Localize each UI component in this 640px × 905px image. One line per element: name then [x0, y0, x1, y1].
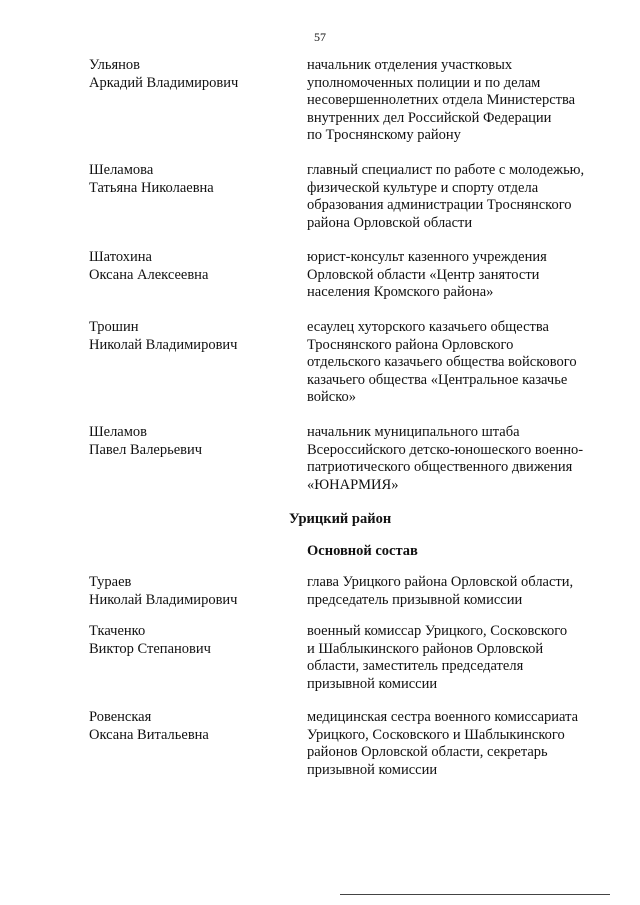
position-line: призывной комиссии — [307, 761, 438, 778]
member-given-names: Оксана Витальевна — [89, 726, 209, 743]
member-surname: Ульянов — [89, 57, 141, 73]
member-given-names: Виктор Степанович — [89, 640, 211, 657]
member-given-names: Николай Владимирович — [89, 591, 238, 608]
position-line: начальник муниципального штаба — [307, 424, 520, 440]
member-name — [89, 574, 304, 609]
position-line: районов Орловской области, секретарь — [307, 744, 548, 760]
member-surname: Шеламова — [89, 162, 154, 178]
member-given-names: Аркадий Владимирович — [89, 74, 239, 91]
position-line: казачьего общества «Центральное казачье — [307, 371, 568, 388]
position-line: войско» — [307, 389, 357, 405]
position-line: военный комиссар Урицкого, Сосковского — [307, 623, 568, 639]
position-line: главный специалист по работе с молодежью, — [307, 162, 585, 178]
section-heading: Основной состав — [307, 543, 418, 559]
member-surname: Трошин — [89, 319, 139, 335]
position-line: председатель призывной комиссии — [307, 591, 523, 608]
member-position — [307, 249, 607, 302]
position-line: Троснянского района Орловского — [307, 336, 514, 353]
member-given-names: Николай Владимирович — [89, 336, 238, 353]
member-given-names: Оксана Алексеевна — [89, 266, 209, 283]
member-surname: Шатохина — [89, 249, 152, 265]
member-surname: Тураев — [89, 574, 132, 590]
position-line: по Троснянскому району — [307, 127, 461, 143]
footer-rule — [340, 894, 610, 895]
member-name — [89, 623, 304, 658]
member-given-names: Павел Валерьевич — [89, 441, 203, 458]
member-position — [307, 623, 607, 693]
position-line: начальник отделения участковых — [307, 57, 513, 73]
position-line: Урицкого, Сосковского и Шаблыкинского — [307, 726, 565, 743]
position-line: населения Кромского района» — [307, 284, 494, 300]
member-name — [89, 57, 304, 92]
member-surname: Ткаченко — [89, 623, 146, 639]
position-line: Всероссийского детско-юношеского военно- — [307, 441, 584, 458]
member-name — [89, 709, 304, 744]
member-surname: Шеламов — [89, 424, 148, 440]
page-number: 57 — [314, 30, 326, 44]
member-position — [307, 319, 607, 407]
position-line: есаулец хуторского казачьего общества — [307, 319, 549, 335]
position-line: внутренних дел Российской Федерации — [307, 109, 552, 126]
position-line: физической культуре и спорту отдела — [307, 179, 539, 196]
member-position — [307, 57, 607, 145]
member-name — [89, 319, 304, 354]
position-line: «ЮНАРМИЯ» — [307, 476, 399, 493]
position-line: юрист-консульт казенного учреждения — [307, 249, 547, 265]
position-line: уполномоченных полиции и по делам — [307, 74, 541, 91]
position-line: района Орловской области — [307, 214, 473, 231]
position-line: Орловской области «Центр занятости — [307, 266, 540, 283]
member-position — [307, 574, 607, 609]
position-line: отдельского казачьего общества войскового — [307, 354, 577, 370]
position-line: медицинская сестра военного комиссариата — [307, 709, 579, 725]
position-line: несовершеннолетних отдела Министерства — [307, 92, 576, 108]
position-line: образования администрации Троснянского — [307, 197, 572, 213]
position-line: патриотического общественного движения — [307, 459, 573, 475]
member-position — [307, 709, 607, 779]
member-position — [307, 162, 607, 232]
member-name — [89, 162, 304, 197]
member-surname: Ровенская — [89, 709, 152, 725]
position-line: призывной комиссии — [307, 675, 438, 692]
member-name — [89, 424, 304, 459]
position-line: глава Урицкого района Орловской области, — [307, 574, 574, 590]
district-heading: Урицкий район — [289, 511, 392, 527]
position-line: и Шаблыкинского районов Орловской — [307, 640, 544, 657]
member-given-names: Татьяна Николаевна — [89, 179, 214, 196]
member-position — [307, 424, 607, 494]
position-line: области, заместитель председателя — [307, 658, 524, 674]
member-name — [89, 249, 304, 284]
